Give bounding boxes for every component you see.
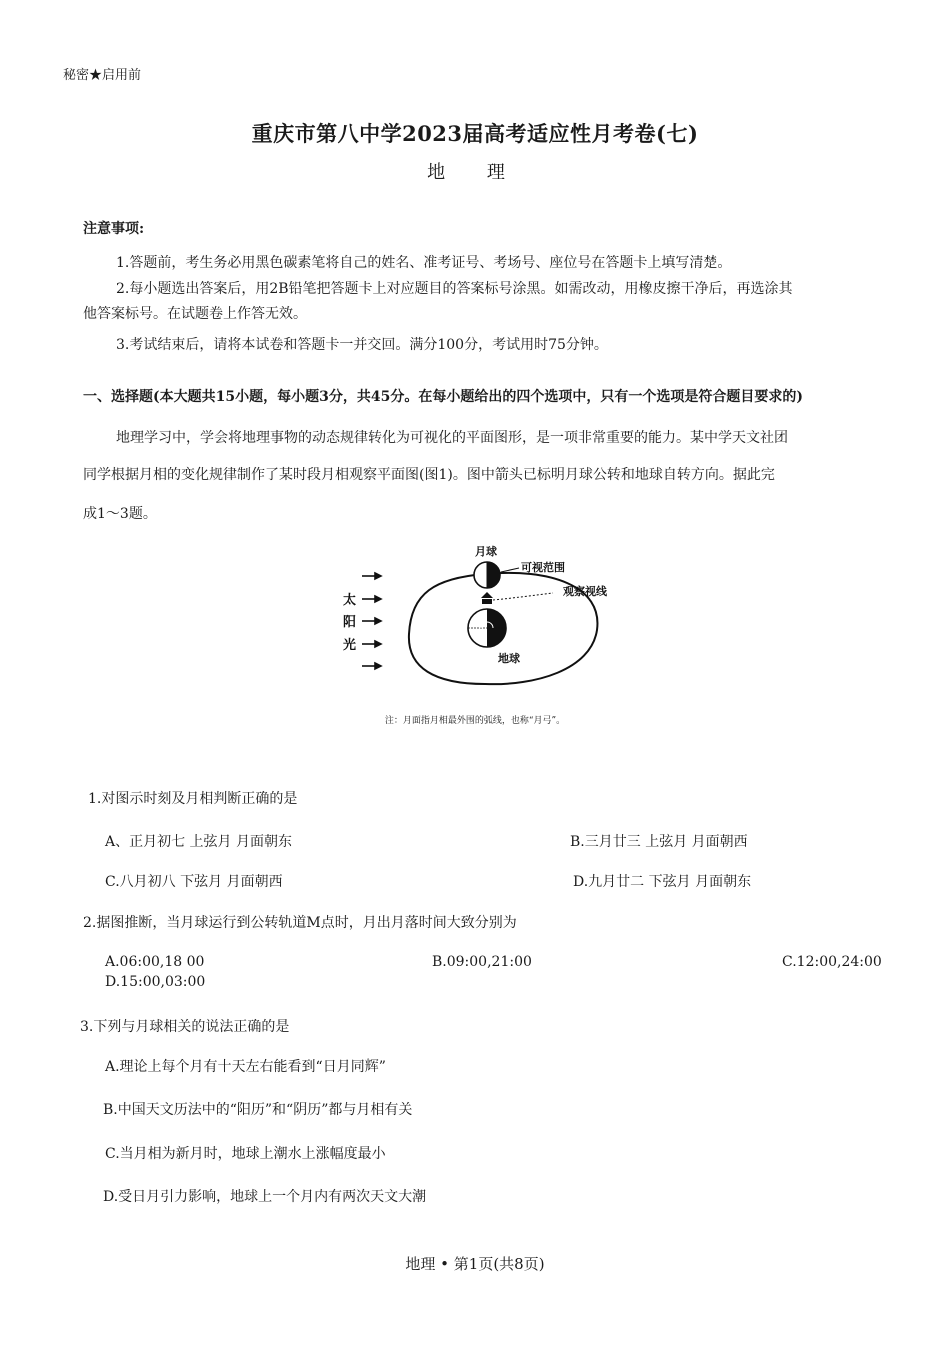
notice-heading: 注意事项:: [83, 221, 145, 237]
question-2-option-b: B.09:00,21:00: [432, 954, 532, 970]
question-1-option-a: A、正月初七 上弦月 月面朝东: [105, 834, 293, 850]
notice-item-2-line-2: 他答案标号。在试题卷上作答无效。: [83, 306, 307, 322]
moon-icon: [474, 562, 500, 588]
notice-item-3: 3.考试结束后，请将本试卷和答题卡一并交回。满分100分，考试用时75分钟。: [116, 337, 608, 353]
earth-label: 地球: [498, 652, 520, 665]
moon-phase-figure: [335, 538, 635, 703]
moon-label: 月球: [475, 545, 497, 558]
question-1-stem: 1.对图示时刻及月相判断正确的是: [88, 791, 298, 807]
question-3-option-c: C.当月相为新月时，地球上潮水上涨幅度最小: [105, 1146, 386, 1162]
intro-line-2: 同学根据月相的变化规律制作了某时段月相观察平面图(图1)。图中箭头已标明月球公转和地球自转方向。据此完: [83, 467, 775, 483]
sun-char-2: 阳: [343, 615, 357, 630]
sun-char-1: 太: [343, 593, 357, 608]
question-1-option-c: C.八月初八 下弦月 月面朝西: [105, 874, 283, 890]
observer-icon: [481, 592, 493, 604]
question-2-stem: 2.据图推断，当月球运行到公转轨道M点时，月出月落时间大致分别为: [83, 915, 517, 931]
earth-icon: [468, 609, 506, 647]
intro-line-1: 地理学习中，学会将地理事物的动态规律转化为可视化的平面图形，是一项非常重要的能力。某中学天文社团: [116, 430, 788, 446]
figure-note: 注：月面指月相最外围的弧线，也称“月弓”。: [384, 716, 566, 726]
subject-title: 地 理: [427, 162, 523, 183]
question-3-option-d: D.受日月引力影响，地球上一个月内有两次天文大潮: [103, 1189, 427, 1205]
question-2-option-a: A.06:00,18 00: [105, 954, 205, 970]
question-3-option-b: B.中国天文历法中的“阳历”和“阴历”都与月相有关: [103, 1102, 413, 1118]
sunlight-arrows: [362, 573, 381, 669]
visible-range-label: 可视范围: [521, 561, 565, 574]
question-3-option-a: A.理论上每个月有十天左右能看到“日月同辉”: [105, 1059, 386, 1075]
question-2-option-d: D.15:00,03:00: [105, 974, 206, 990]
section-heading: 一、选择题(本大题共15小题，每小题3分，共45分。在每小题给出的四个选项中，只有一个选项是符合题目要求的): [83, 389, 803, 405]
question-2-option-c: C.12:00,24:00: [782, 954, 882, 970]
question-1-option-b: B.三月廿三 上弦月 月面朝西: [570, 834, 748, 850]
intro-line-3: 成1～3题。: [83, 506, 157, 522]
notice-item-2-line-1: 2.每小题选出答案后，用2B铅笔把答题卡上对应题目的答案标号涂黑。如需改动，用橡皮擦干净后，再选涂其: [116, 281, 793, 297]
question-3-stem: 3.下列与月球相关的说法正确的是: [80, 1019, 290, 1035]
page-footer: 地理 • 第1页(共8页): [405, 1255, 545, 1273]
notice-item-1: 1.答题前，考生务必用黑色碳素笔将自己的姓名、准考证号、考场号、座位号在答题卡上填写清楚。: [116, 255, 732, 271]
sun-char-3: 光: [343, 638, 357, 653]
observation-line-label: 观察视线: [563, 585, 607, 598]
exam-title: 重庆市第八中学2023届高考适应性月考卷(七): [251, 121, 699, 146]
question-1-option-d: D.九月廿二 下弦月 月面朝东: [573, 874, 752, 890]
confidential-mark: 秘密★启用前: [63, 68, 142, 83]
